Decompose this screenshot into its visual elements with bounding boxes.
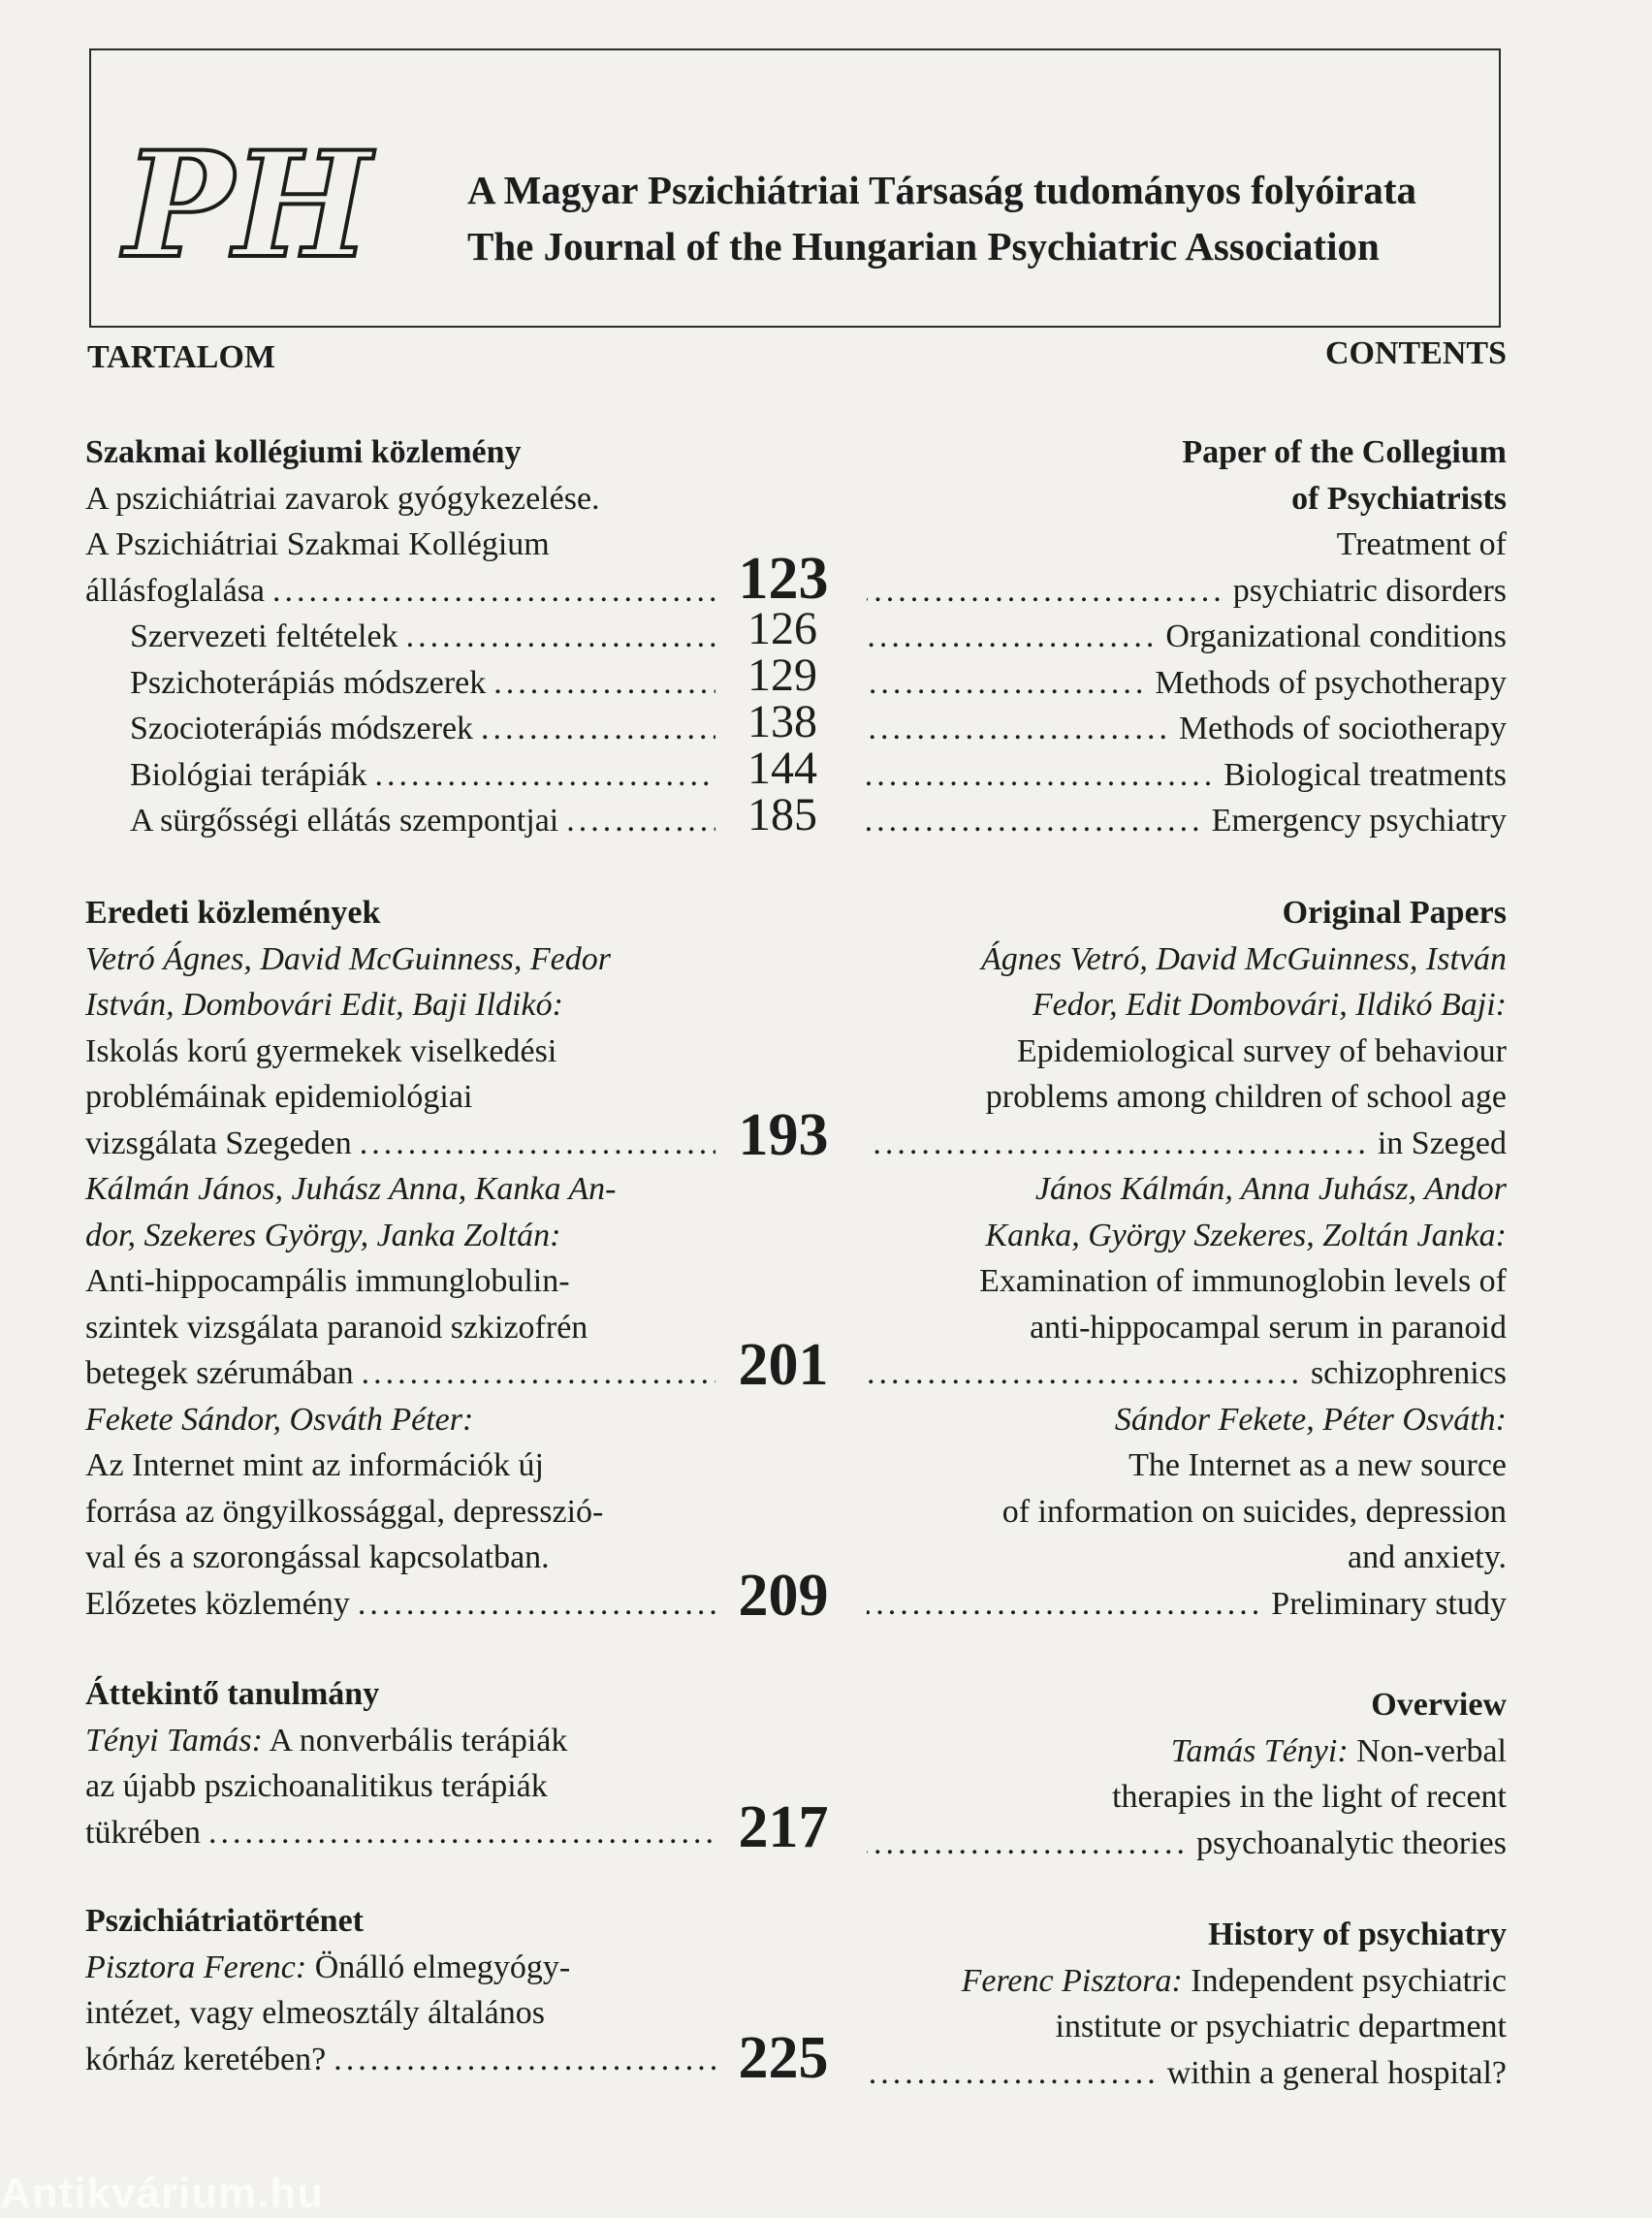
entry-text-en: institute or psychiatric department — [1055, 2009, 1507, 2044]
author-hu: Pisztora Ferenc: — [85, 1949, 307, 1985]
section-title-hu: Eredeti közlemények — [85, 895, 381, 931]
svg-text:PH: PH — [124, 138, 371, 273]
page-number: 185 — [747, 789, 817, 840]
authors-hu: dor, Szekeres György, Janka Zoltán: — [85, 1217, 561, 1253]
page-number: 144 — [747, 743, 817, 794]
subentries-hu — [130, 614, 715, 844]
entry-text-en: Preliminary study — [1271, 1585, 1507, 1622]
entry-text-hu: Biológiai terápiák — [130, 756, 367, 793]
entry-line-hu — [85, 1718, 715, 1764]
toc-row-en — [867, 1581, 1507, 1628]
entry-text-en: Non-verbal — [1348, 1732, 1507, 1769]
entry-text-hu: A nonverbális terápiák — [262, 1722, 568, 1759]
entry-text-hu: Az Internet mint az információk új — [85, 1447, 544, 1483]
entry-text-en: anti-hippocampal serum in paranoid — [1030, 1309, 1507, 1346]
entry-text-en: Independent psychiatric — [1182, 1962, 1507, 1999]
entry-text-en: Treatment of — [1336, 526, 1507, 562]
section-title-en: Paper of the Collegium — [1182, 434, 1507, 470]
dot-leader — [867, 798, 1204, 844]
entry-text-en: problems among children of school age — [985, 1079, 1507, 1115]
entry-text-hu: A sürgősségi ellátás szempontjai — [130, 803, 559, 839]
entry-line-hu — [85, 1945, 715, 1991]
dot-leader — [867, 2050, 1160, 2097]
entry-text-en: in Szeged — [1377, 1125, 1507, 1161]
entry-text-hu: az újabb pszichoanalitikus terápiák — [85, 1768, 548, 1804]
author-en: Ferenc Pisztora: — [961, 1962, 1183, 1999]
entry-text-en: psychoanalytic theories — [1195, 1824, 1507, 1861]
page-number: 201 — [738, 1332, 829, 1398]
toc-row-en — [867, 660, 1507, 707]
entry-text-hu: Szervezeti feltételek — [130, 618, 398, 654]
toc-row-hu — [85, 568, 715, 615]
journal-title-hu: A Magyar Pszichiátriai Társaság tudományos folyóirata — [467, 168, 1417, 212]
entry-text-hu: Előzetes közlemény — [85, 1585, 350, 1622]
dot-leader — [867, 568, 1225, 615]
toc-heading-hu: TARTALOM — [87, 339, 275, 375]
entry-text-en: Epidemiological survey of behaviour — [1016, 1032, 1507, 1069]
watermark: Antikvárium.hu — [0, 2170, 325, 2217]
section-title-hu: Szakmai kollégiumi közlemény — [85, 434, 522, 470]
authors-hu: István, Dombovári Edit, Baji Ildikó: — [85, 987, 563, 1023]
toc-heading-en: CONTENTS — [1324, 335, 1507, 371]
entry-text-hu: Szocioterápiás módszerek — [130, 711, 474, 746]
section-original-en — [867, 890, 1507, 1627]
section-history-en — [867, 1912, 1507, 2096]
authors-hu: Vetró Ágnes, David McGuinness, Fedor — [85, 940, 612, 977]
authors-en: Kanka, György Szekeres, Zoltán Janka: — [985, 1217, 1507, 1253]
entry-text-hu: A pszichiátriai zavarok gyógykezelése. — [85, 480, 600, 517]
authors-en: Fedor, Edit Dombovári, Ildikó Baji: — [1032, 987, 1507, 1023]
section-overview-en — [867, 1682, 1507, 1866]
dot-leader — [493, 660, 715, 707]
entry-text-hu: Anti-hippocampális immunglobulin- — [85, 1263, 570, 1299]
entry-text-hu: problémáinak epidemiológiai — [85, 1079, 473, 1115]
entry-text-en: The Internet as a new source — [1128, 1447, 1507, 1483]
dot-leader — [867, 706, 1171, 752]
toc-row-hu — [130, 614, 715, 660]
entry-text-en: Organizational conditions — [1165, 618, 1507, 654]
toc-row-en — [867, 1121, 1507, 1167]
entry-text-en: schizophrenics — [1310, 1355, 1507, 1391]
author-en: Tamás Tényi: — [1170, 1732, 1349, 1769]
entry-line-en — [867, 1728, 1507, 1775]
authors-en: Ágnes Vetró, David McGuinness, István — [980, 940, 1507, 977]
entry-text-hu: Önálló elmegyógy- — [306, 1949, 571, 1985]
section-title-hu: Áttekintő tanulmány — [85, 1676, 380, 1712]
dot-leader — [867, 752, 1216, 799]
page-number: 209 — [738, 1563, 829, 1629]
entry-text-en: and anxiety. — [1348, 1539, 1507, 1575]
section-collegium-en — [867, 429, 1507, 844]
section-title-en: Overview — [1371, 1687, 1507, 1723]
dot-leader — [481, 706, 715, 752]
authors-hu: Fekete Sándor, Osváth Péter: — [85, 1401, 474, 1438]
toc-row-en — [867, 1821, 1507, 1867]
entry-text-hu: kórház keretében? — [85, 2041, 327, 2077]
dot-leader — [208, 1810, 715, 1856]
toc-row-hu — [130, 798, 715, 844]
entry-text-hu: Iskolás korú gyermekek viselkedési — [85, 1032, 557, 1069]
toc-row-hu — [130, 706, 715, 752]
entry-line-en — [867, 1958, 1507, 2005]
entry-text-en: Examination of immunoglobin levels of — [979, 1263, 1507, 1299]
page-number: 225 — [738, 2025, 829, 2091]
entry-text-hu: szintek vizsgálata paranoid szkizofrén — [85, 1309, 588, 1346]
authors-en: János Kálmán, Anna Juhász, Andor — [1034, 1171, 1507, 1207]
toc-row-en — [867, 2050, 1507, 2097]
toc-row-hu — [85, 1810, 715, 1856]
page-number: 126 — [747, 603, 817, 654]
dot-leader — [334, 2037, 715, 2083]
dot-leader — [272, 568, 715, 615]
entry-text-hu: betegek szérumában — [85, 1355, 354, 1391]
page-number: 129 — [747, 650, 817, 701]
toc-row-hu — [85, 2037, 715, 2083]
page-number: 217 — [738, 1794, 829, 1860]
dot-leader — [362, 1350, 715, 1397]
section-collegium-hu — [85, 429, 715, 614]
masthead-box — [89, 48, 1501, 328]
dot-leader — [566, 798, 715, 844]
toc-row-hu — [85, 1581, 715, 1628]
toc-row-en — [867, 614, 1507, 660]
entry-text-hu: vizsgálata Szegeden — [85, 1125, 352, 1161]
toc-row-en — [867, 1350, 1507, 1397]
entry-text-en: therapies in the light of recent — [1112, 1779, 1507, 1815]
journal-title — [467, 162, 1495, 274]
page-number: 123 — [738, 546, 829, 612]
section-title-en: History of psychiatry — [1208, 1917, 1507, 1952]
entry-text-en: Emergency psychiatry — [1211, 803, 1507, 839]
toc-row-hu — [130, 752, 715, 799]
entry-text-hu: tükrében — [85, 1814, 201, 1851]
page-number: 193 — [738, 1102, 829, 1168]
authors-en: Sándor Fekete, Péter Osváth: — [1114, 1401, 1507, 1438]
section-title-en: Original Papers — [1282, 895, 1507, 931]
dot-leader — [867, 1121, 1370, 1167]
entry-text-en: Biological treatments — [1223, 756, 1507, 793]
entry-text-hu: intézet, vagy elmeosztály általános — [85, 1995, 545, 2031]
journal-title-en: The Journal of the Hungarian Psychiatric Association — [467, 224, 1380, 269]
section-overview-hu — [85, 1671, 715, 1855]
entry-text-hu: állásfoglalása — [85, 572, 266, 609]
entry-text-en: Methods of psychotherapy — [1155, 664, 1507, 701]
entry-text-en: psychiatric disorders — [1232, 572, 1507, 609]
entry-text-hu: A Pszichiátriai Szakmai Kollégium — [85, 526, 550, 562]
author-hu: Tényi Tamás: — [85, 1722, 263, 1759]
toc-row-en — [867, 798, 1507, 844]
dot-leader — [358, 1581, 715, 1628]
toc-row-hu — [85, 1121, 715, 1167]
section-history-hu — [85, 1898, 715, 2082]
dot-leader — [406, 614, 715, 660]
page-number: 138 — [747, 696, 817, 747]
entry-text-en: within a general hospital? — [1166, 2054, 1507, 2091]
section-title-hu: Pszichiátriatörténet — [85, 1903, 364, 1939]
dot-leader — [867, 1581, 1263, 1628]
dot-leader — [867, 614, 1158, 660]
dot-leader — [375, 752, 715, 799]
authors-hu: Kálmán János, Juhász Anna, Kanka An- — [85, 1171, 617, 1207]
entry-text-hu: Pszichoterápiás módszerek — [130, 664, 487, 701]
toc-row-hu — [130, 660, 715, 707]
dot-leader — [867, 1821, 1189, 1867]
dot-leader — [867, 1350, 1303, 1397]
entry-text-en: of information on suicides, depression — [1001, 1493, 1507, 1530]
toc-row-en — [867, 706, 1507, 752]
ph-logo — [118, 138, 409, 273]
toc-row-en — [867, 568, 1507, 615]
toc-row-en — [867, 752, 1507, 799]
dot-leader — [867, 660, 1147, 707]
entry-text-hu: forrása az öngyilkossággal, depresszió- — [85, 1493, 604, 1530]
toc-row-hu — [85, 1350, 715, 1397]
entry-text-en: Methods of sociotherapy — [1178, 711, 1507, 746]
dot-leader — [360, 1121, 715, 1167]
section-title-en: of Psychiatrists — [1291, 480, 1507, 517]
entry-text-hu: val és a szorongással kapcsolatban. — [85, 1539, 550, 1575]
section-original-hu — [85, 890, 715, 1627]
